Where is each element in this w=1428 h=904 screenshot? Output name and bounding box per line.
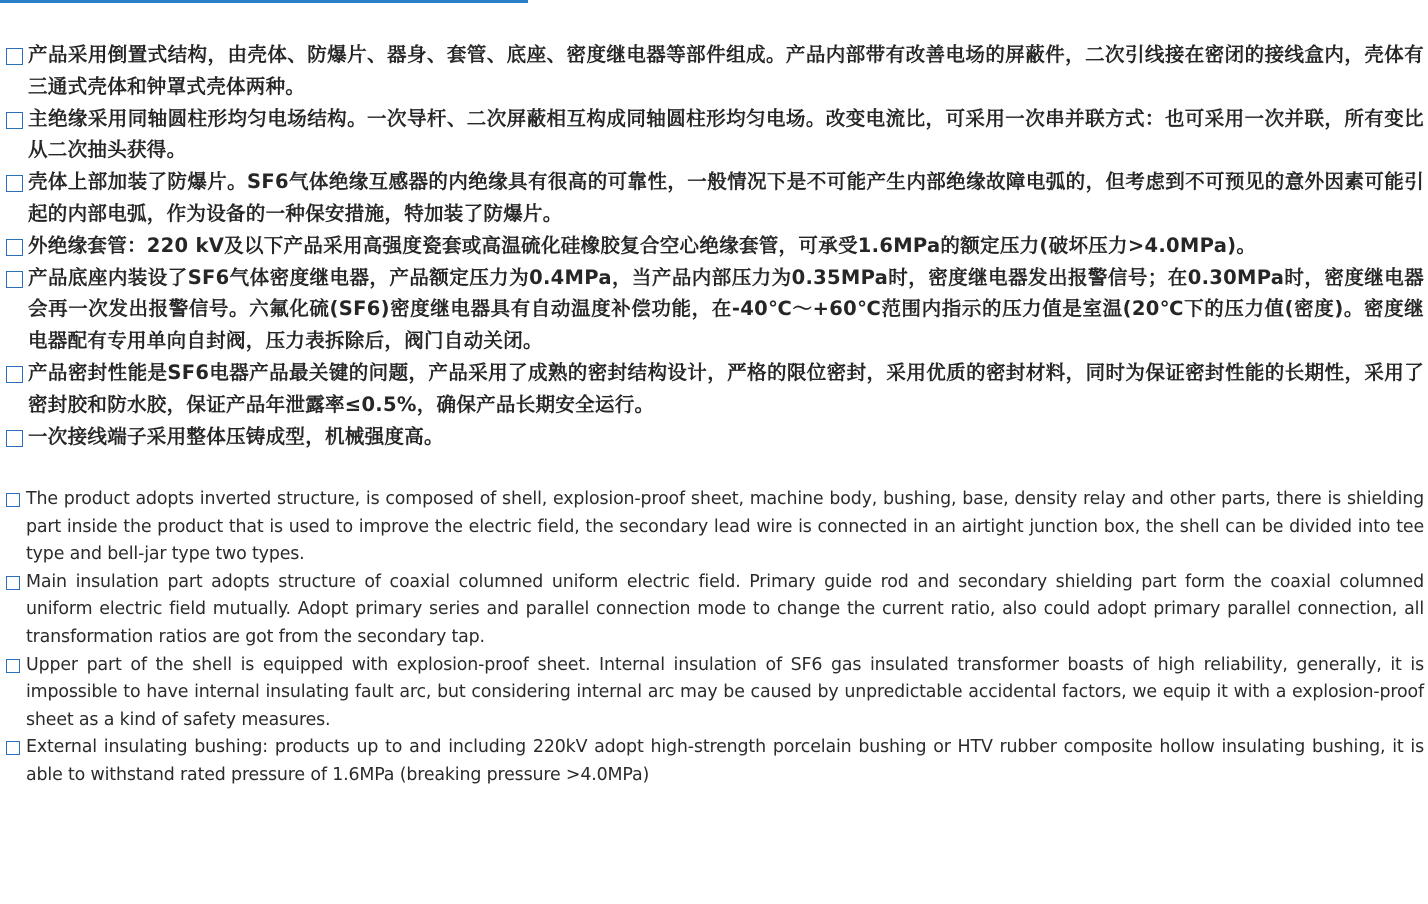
checkbox-bullet-icon bbox=[6, 741, 20, 755]
chinese-feature-text: 产品密封性能是SF6电器产品最关键的问题，产品采用了成熟的密封结构设计，严格的限位密封，采用优质的密封材料，同时为保证密封性能的长期性，采用了密封胶和防水胶，保证产品年泄露率≤0.5%，确保产品长期安全运行。 bbox=[28, 360, 1424, 416]
english-feature-text: External insulating bushing: products up to and including 220kV adopt high-strength porcelain bushing or HTV rubber composite hollow insulating bushing, it is able to withstand rated pressure of 1.6MPa (breaking pressure >4.0MPa) bbox=[26, 737, 1424, 785]
english-feature-item bbox=[6, 652, 1424, 735]
chinese-feature-text: 一次接线端子采用整体压铸成型，机械强度高。 bbox=[28, 424, 444, 448]
checkbox-bullet-icon bbox=[6, 430, 23, 447]
english-feature-item bbox=[6, 486, 1424, 569]
chinese-feature-text: 产品底座内装设了SF6气体密度继电器，产品额定压力为0.4MPa，当产品内部压力为0.35MPa时，密度继电器发出报警信号；在0.30MPa时，密度继电器会再一次发出报警信号。六氟化硫(SF6)密度继电器具有自动温度补偿功能，在-40℃～+60℃范围内指示的压力值是室温(20℃下的压力值(密度)。密度继电器配有专用单向自封阀，压力表拆除后，阀门自动关闭。 bbox=[28, 265, 1424, 353]
chinese-feature-item bbox=[6, 357, 1424, 421]
checkbox-bullet-icon bbox=[6, 112, 23, 129]
checkbox-bullet-icon bbox=[6, 239, 23, 256]
checkbox-bullet-icon bbox=[6, 576, 20, 590]
chinese-feature-text: 外绝缘套管：220 kV及以下产品采用高强度瓷套或高温硫化硅橡胶复合空心绝缘套管，可承受1.6MPa的额定压力(破坏压力>4.0MPa)。 bbox=[28, 233, 1257, 257]
english-feature-list bbox=[6, 486, 1424, 790]
english-feature-text: The product adopts inverted structure, is composed of shell, explosion-proof sheet, machine body, bushing, base, density relay and other parts, there is shielding part inside the product that is used to improve the electric field, the secondary lead wire is connected in an airtight junction box, the shell can be divided into tee type and bell-jar type two types. bbox=[26, 489, 1424, 565]
chinese-feature-item bbox=[6, 421, 1424, 453]
checkbox-bullet-icon bbox=[6, 366, 23, 383]
english-feature-text: Upper part of the shell is equipped with explosion-proof sheet. Internal insulation of SF6 gas insulated transformer boasts of high reliability, generally, it is impossible to have internal insulating fault arc, but considering internal arc may be caused by unpredictable accidental factors, we equip it with a explosion-proof sheet as a kind of safety measures. bbox=[26, 654, 1424, 730]
chinese-feature-text: 产品采用倒置式结构，由壳体、防爆片、器身、套管、底座、密度继电器等部件组成。产品内部带有改善电场的屏蔽件，二次引线接在密闭的接线盒内，壳体有三通式壳体和钟罩式壳体两种。 bbox=[28, 43, 1424, 98]
chinese-feature-item bbox=[6, 103, 1424, 167]
checkbox-bullet-icon bbox=[6, 175, 23, 192]
english-feature-text: Main insulation part adopts structure of coaxial columned uniform electric field. Primary guide rod and secondary shielding part form the coaxial columned uniform electric field mutually. Adopt primary series and parallel connection mode to change the current ratio, also could adopt primary parallel connection, all transformation ratios are got from the secondary tap. bbox=[26, 571, 1424, 647]
chinese-feature-item bbox=[6, 230, 1424, 262]
english-feature-item bbox=[6, 569, 1424, 652]
checkbox-bullet-icon bbox=[6, 493, 20, 507]
checkbox-bullet-icon bbox=[6, 48, 23, 65]
chinese-feature-text: 主绝缘采用同轴圆柱形均匀电场结构。一次导杆、二次屏蔽相互构成同轴圆柱形均匀电场。改变电流比，可采用一次串并联方式：也可采用一次并联，所有变比从二次抽头获得。 bbox=[28, 106, 1424, 162]
top-accent-rule bbox=[0, 0, 528, 3]
checkbox-bullet-icon bbox=[6, 659, 20, 673]
english-feature-item bbox=[6, 734, 1424, 789]
checkbox-bullet-icon bbox=[6, 271, 23, 288]
chinese-feature-item bbox=[6, 39, 1424, 103]
chinese-feature-list bbox=[6, 39, 1424, 452]
chinese-feature-item bbox=[6, 166, 1424, 230]
chinese-feature-item bbox=[6, 262, 1424, 357]
chinese-feature-text: 壳体上部加装了防爆片。SF6气体绝缘互感器的内绝缘具有很高的可靠性，一般情况下是不可能产生内部绝缘故障电弧的，但考虑到不可预见的意外因素可能引起的内部电弧，作为设备的一种保安措施，特加装了防爆片。 bbox=[28, 170, 1424, 225]
